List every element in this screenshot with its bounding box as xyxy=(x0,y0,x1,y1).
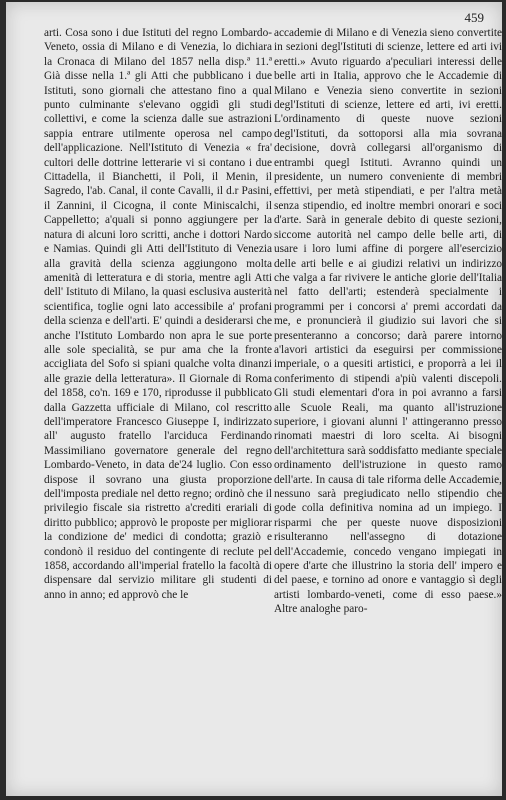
right-column xyxy=(274,26,502,617)
left-column-text: arti. Cosa sono i due Istituti del regno Lombardo-Veneto, ossia di Milano e di Venezia, lo dichiara la Cronaca di Milano del 1857 nella disp.ª 11.ª Già disse nella 1.ª gli Atti che pubblicano i due Istituti, sono giornali che attestano fino a qual punto culminante s'elevano oggidì gli studi collettivi, e come la scienza dalle sue astrazioni sappia entrare utilmente operosa nel campo dell'applicazione. Nell'Istituto di Venezia « fra' cultori delle dottrine letterarie vi si contano i due Cittadella, il Bianchetti, il Poli, il Menin, il Sagredo, l'ab. Canal, il conte Cavalli, il d.r Pasini, il Zannini, il Cicogna, il conte Miniscalchi, il Cappelletto; a'quali si ponno aggiungere per la natura di alcuni loro scritti, anche i dottori Nardo e Namias. Quindi gli Atti dell'Istituto di Venezia alla gravità della scienza aggiungono molta amenità di letteratura e di storia, mentre agli Atti dell' Istituto di Milano, la quasi esclusiva austerità scientifica, toglie ogni lato accessibile a' profani della scienza e dell'arti. E' quindi a desiderarsi che anche l'Istituto Lombardo non apra le sue porte alle sole specialità, se pur ama che la fronte accigliata del Sofo si spiani qualche volta dinanzi alle grazie della letteratura». Il Giornale di Roma del 1858, co'n. 169 e 170, riprodusse il pubblicato dalla Gazzetta ufficiale di Milano, col rescritto dell'imperatore Francesco Giuseppe I, indirizzato all' augusto fratello l'arciduca Ferdinando Massimiliano governatore generale del regno Lombardo-Veneto, in data de'24 luglio. Con esso dispose il sovrano una giusta proporzione dell'imposta prediale nel detto regno; ordinò che il privilegio fiscale sia ristretto a'crediti erariali di diritto pubblico; approvò le proposte per migliorar la condizione de' medici di condotta; graziò e condonò il residuo del contingente di reclute pel 1858, accordando all'imperial fratello la facoltà di dispensare dal servizio militare gli studenti di anno in anno; ed approvò che le xyxy=(44,27,272,601)
page-number: 459 xyxy=(464,10,484,25)
book-page xyxy=(6,2,502,796)
left-column xyxy=(44,26,272,602)
right-column-text: accademie di Milano e di Venezia sieno convertite in sezioni degl'Istituti di scienze, lettere ed arti ivi eretti.» Avuto riguardo a'peculiari interessi delle belle arti in Italia, approvo che le Accademie di Milano e Venezia sieno convertite in sezioni degl'Istituti di scienze, lettere ed arti, ivi eretti. L'ordinamento di queste nuove sezioni degl'Istituti, da sottoporsi alla mia sovrana decisione, dovrà collegarsi all'organismo di entrambi quegl Istituti. Avranno quindi un presidente, un numero conveniente di membri effettivi, per metà stipendiati, e per l'altra metà senza stipendio, ed inoltre membri onorari e soci d'arte. Sarà in generale debito di queste sezioni, siccome autorità nel campo delle belle arti, di usare i loro lumi affine di porgere all'esercizio delle arti belle e ai giudizi relativi un indirizzo che valga a far rivivere le antiche glorie dell'Italia nel fatto dell'arti; estenderà specialmente i programmi per i concorsi a' premi accordati da me, e pronuncierà il giudizio sui lavori che si presenteranno a concorso; darà parere intorno a'lavori artistici da eseguirsi per commissione imperiale, o a quesiti artistici, e proporrà a lei il conferimento di stipendi a'più valenti discepoli. Gli studi elementari d'ora in poi avranno a farsi alle Scuole Reali, ma quanto all'istruzione superiore, i giovani alunni l' attingeranno presso rinomati maestri di loro scelta. Ai bisogni dell'architettura sarà soddisfatto mediante speciale ordinamento dell'istruzione in questo ramo dell'arte. In causa di tale riforma delle Accademie, nessuno sarà pregiudicato nello stipendio che gode colla definitiva nomina ad un impiego. I risparmi che per queste nuove disposizioni risulteranno nell'assegno di dotazione dell'Accademie, concedo vengano impiegati in opere d'arte che illustrino la storia dell' impero e del paese, e tornino ad onore e vantaggio sì degli artisti lombardo-veneti, come di esso paese.» Altre analoghe paro- xyxy=(274,27,502,616)
